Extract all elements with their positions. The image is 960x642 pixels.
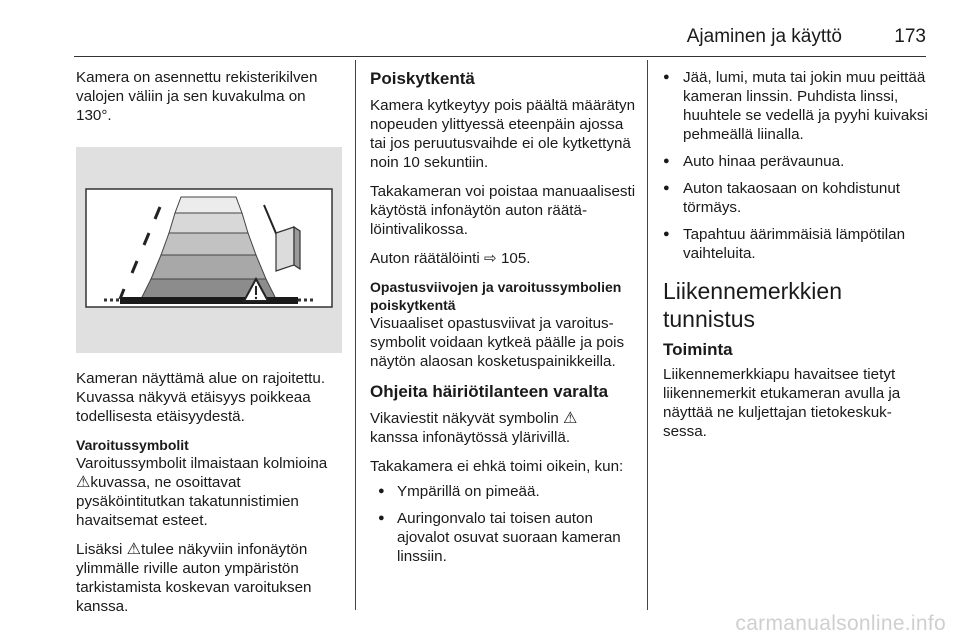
- list-item: ● Jää, lumi, muta tai jokin muu peittää kameran linssin. Puhdista linssi, huuhtele se vedellä ja pyyhi kuivaksi pehmeällä liinalla.: [663, 68, 929, 144]
- column-divider: [355, 60, 356, 610]
- section-title: Ajaminen ja käyttö: [686, 26, 842, 47]
- text-span: tulee näkyviin infonäytön ylimmälle riville auton ympäristön tarkistamista koskevan varoituksen kanssa.: [76, 541, 312, 615]
- traffic-sign-heading: Liikennemerkkien tunnistus: [663, 278, 842, 332]
- camera-view-figure: [76, 147, 342, 353]
- column-divider: [647, 60, 648, 610]
- text-span: Auton räätälöinti: [370, 250, 484, 267]
- function-text: Liikennemerkkiapu havaitsee tietyt liikennemerkit etukameran avulla ja näyttää ne kuljettajan tietokeskuksessa.: [663, 366, 901, 440]
- fault-heading: Ohjeita häiriötilanteen varalta: [370, 382, 609, 401]
- guidelines-text: Visuaaliset opastusviivat ja varoitussymbolit voidaan kytkeä päälle ja pois näytön alaosan kosketuspainikkeilla.: [370, 315, 625, 370]
- list-item: ● Auton takaosaan on kohdistunut törmäys.: [663, 179, 929, 217]
- page-ref-link[interactable]: 105.: [500, 250, 531, 267]
- page-header: [74, 20, 926, 57]
- text-span: Vikaviestit näkyvät symbolin: [370, 410, 564, 427]
- page-number: 173: [894, 26, 926, 47]
- text-span: kanssa infonäytössä ylärivillä.: [370, 429, 571, 446]
- text-span: Varoitussymbolit ilmaistaan kolmioina: [76, 455, 328, 472]
- warning-triangle-icon: ⚠: [563, 410, 578, 427]
- list-item: ● Ympärillä on pimeää.: [370, 482, 636, 501]
- text-span: kuvassa, ne osoittavat pysäköintitutkan takatunnistimien havaitsemat esteet.: [76, 474, 299, 529]
- text-span: Lisäksi: [76, 541, 127, 558]
- deactivation-text-2: Takakameran voi poistaa manuaalisesti käytöstä infonäytön auton räätälöintivalikossa.: [370, 183, 636, 238]
- list-item: ● Auringonvalo tai toisen auton ajovalot osuvat suoraan kameran linssiin.: [370, 509, 636, 566]
- guidelines-heading: Opastusviivojen ja varoitussymbolien poiskytkentä: [370, 279, 622, 313]
- function-heading: Toiminta: [663, 340, 733, 359]
- warning-symbols-text: [76, 454, 342, 530]
- warning-symbols-text-2: [76, 540, 342, 616]
- figure-caption: Kameran näyttämä alue on rajoitettu. Kuvassa näkyvä etäisyys poikkeaa todellisesta etäisyydestä.: [76, 370, 326, 425]
- warning-triangle-icon: ⚠: [76, 474, 91, 491]
- fault-text-1: [370, 409, 636, 447]
- watermark: carmanualsonline.info: [735, 612, 946, 635]
- fault-list: [370, 482, 636, 566]
- deactivation-text-1: Kamera kytkeytyy pois päältä määrätyn nopeuden ylittyessä eteenpäin ajossa tai jos peruutusvaihde ei ole kytkettynä noin 10 sekuntiin.: [370, 97, 636, 171]
- fault-text-2: Takakamera ei ehkä toimi oikein, kun:: [370, 458, 624, 475]
- camera-intro: Kamera on asennettu rekisterikilven valojen väliin ja sen kuvakulma on 130°.: [76, 69, 318, 124]
- deactivation-heading: Poiskytkentä: [370, 69, 475, 88]
- list-item: ● Tapahtuu äärimmäisiä lämpötilan vaihteluita.: [663, 225, 929, 263]
- deactivation-ref: [370, 249, 636, 268]
- list-item: ● Auto hinaa perävaunua.: [663, 152, 929, 171]
- column-right: [663, 68, 929, 451]
- column-left: [76, 68, 342, 626]
- warning-triangle-icon: ⚠: [126, 541, 141, 558]
- warning-symbols-heading: Varoitussymbolit: [76, 437, 189, 453]
- column-middle: [370, 68, 636, 576]
- fault-list-continued: [663, 68, 929, 263]
- page-ref-icon: ⇨: [483, 250, 497, 267]
